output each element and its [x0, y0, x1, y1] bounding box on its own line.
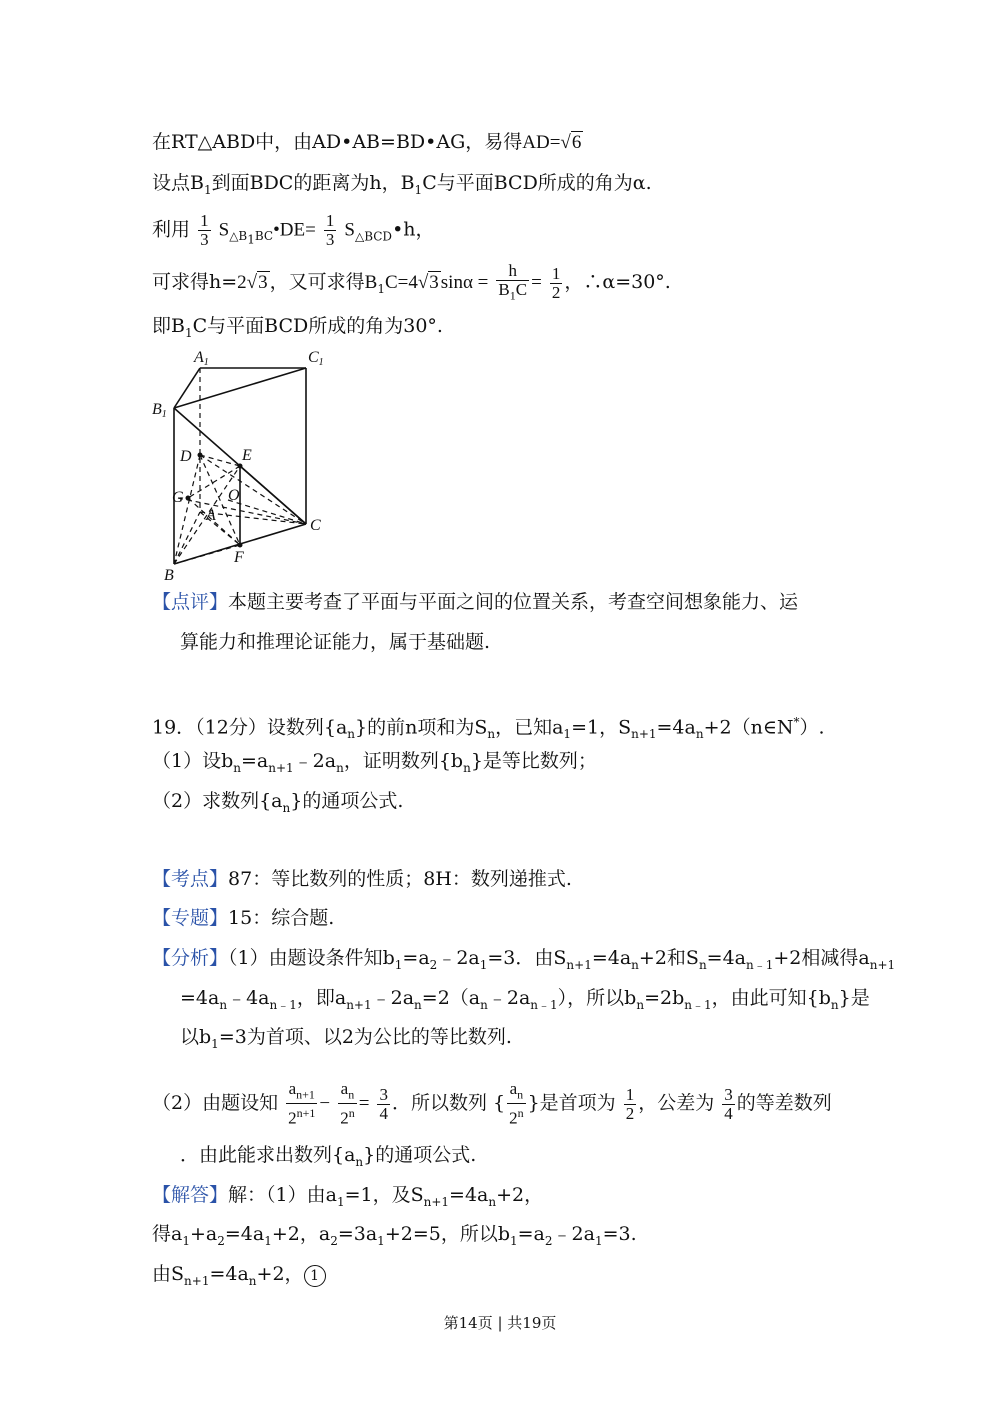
- label-f: F: [234, 549, 244, 566]
- question-19: 19．（12分）设数列$\{a_n\}$的前n项和为$S_n$，已知$a_1=1$，$S_{n+1}=4a_n+2(n\in N^*)$.: [152, 715, 825, 742]
- comment-line-2: 算能力和推理论证能力，属于基础题.: [180, 631, 491, 653]
- fenxi-line-3: 以$b_1=3$为首项、以2为公比的等比数列.: [180, 1026, 512, 1051]
- fraction: $\frac{1}{2}$: [551, 263, 561, 302]
- circled-number: 1: [304, 1265, 326, 1287]
- label-d: D: [180, 448, 192, 465]
- jieda-line-3: 由$S_{n+1}=4a_n+2$， 1: [152, 1261, 326, 1294]
- fraction: $\frac{1}{3}$: [325, 211, 335, 249]
- fenxi-line-4: （2）由题设知 $\frac{a_{n+1}}{2^{n+1}}$ − $\frac{a_n}{2^n}$ = $\frac{3}{4}$ ．所以数列 { $\frac{a_n}{2^n}$ }是首项为 $\frac{1}{2}$ ，公差为 $\frac{3}{4}$ 的等差数列: [152, 1079, 832, 1129]
- label-b: B: [164, 567, 174, 584]
- question-19-part-2: （2）求数列$\{a_n\}$的通项公式.: [152, 790, 404, 815]
- fenxi-line-2: $=4a_n﹣4a_{n﹣1}$，即$a_{n+1}﹣2a_n=2(a_n﹣2a_{n﹣1})$，所以$b_n=2b_{n﹣1}$，由此可知$\{b_n\}$是: [180, 987, 870, 1012]
- jieda-line-1: 【解答】解：（1）由$a_1=1$，及$S_{n+1}=4a_n+2$，: [152, 1184, 544, 1209]
- comment-line-1: 【点评】本题主要考查了平面与平面之间的位置关系，考查空间想象能力、运: [152, 591, 799, 613]
- jieda-line-2: 得$a_1+a_2=4a_1+2$，$a_2=3a_1+2=5$，所以$b_1=a_2﹣2a_1=3$.: [152, 1223, 637, 1248]
- label-e: E: [242, 447, 252, 464]
- text-line-3: 利用 $\frac{1}{3}$ $S_{\triangle B_1BC}•DE=$ $\frac{1}{3}$ $S_{\triangle BCD}•h$，: [152, 211, 435, 249]
- question-19-part-1: （1）设$b_n=a_{n+1}﹣2a_n$，证明数列$\{b_n\}$是等比数列；: [152, 750, 597, 775]
- label-c: C: [310, 517, 321, 534]
- label-g: G: [172, 489, 184, 506]
- text-line-1: 在RT△ABD中，由AD•AB=BD•AG，易得AD=√6: [152, 131, 582, 153]
- label-a1: A1: [194, 349, 209, 368]
- fenxi-line-1: 【分析】（1）由题设条件知$b_1=a_2﹣2a_1=3$．由$S_{n+1}=4a_n+2$和$S_n=4a_{n﹣1}+2$相减得$a_{n+1}$: [152, 947, 896, 972]
- text-line-2: 设点$B_1$到面BDC的距离为h，$B_1C$与平面BCD所成的角为α.: [152, 172, 652, 197]
- page-footer: 第14页 | 共19页: [443, 1314, 557, 1332]
- label-o: O: [228, 487, 240, 504]
- text-line-4: 可求得h=2√3 ，又可求得$B_1C=4√3$ sinα = $\frac{h}{B_1C}$ = $\frac{1}{2}$ ，∴α=30°.: [152, 261, 671, 303]
- fraction: $\frac{1}{3}$: [200, 211, 209, 249]
- label-a: A: [206, 507, 216, 524]
- kaodian: 【考点】87：等比数列的性质；8H：数列递推式.: [152, 868, 572, 890]
- label-c1: C1: [308, 349, 324, 368]
- fenxi-line-5: ．由此能求出数列$\{a_n\}$的通项公式.: [180, 1144, 477, 1169]
- prism-figure: [148, 340, 348, 585]
- label-b1: B1: [152, 401, 167, 420]
- fraction: $\frac{h}{B_1C}$: [498, 261, 528, 303]
- text-line-5: 即$B_1C$与平面BCD所成的角为30°.: [152, 315, 443, 340]
- zhuanti: 【专题】15：综合题.: [152, 907, 335, 929]
